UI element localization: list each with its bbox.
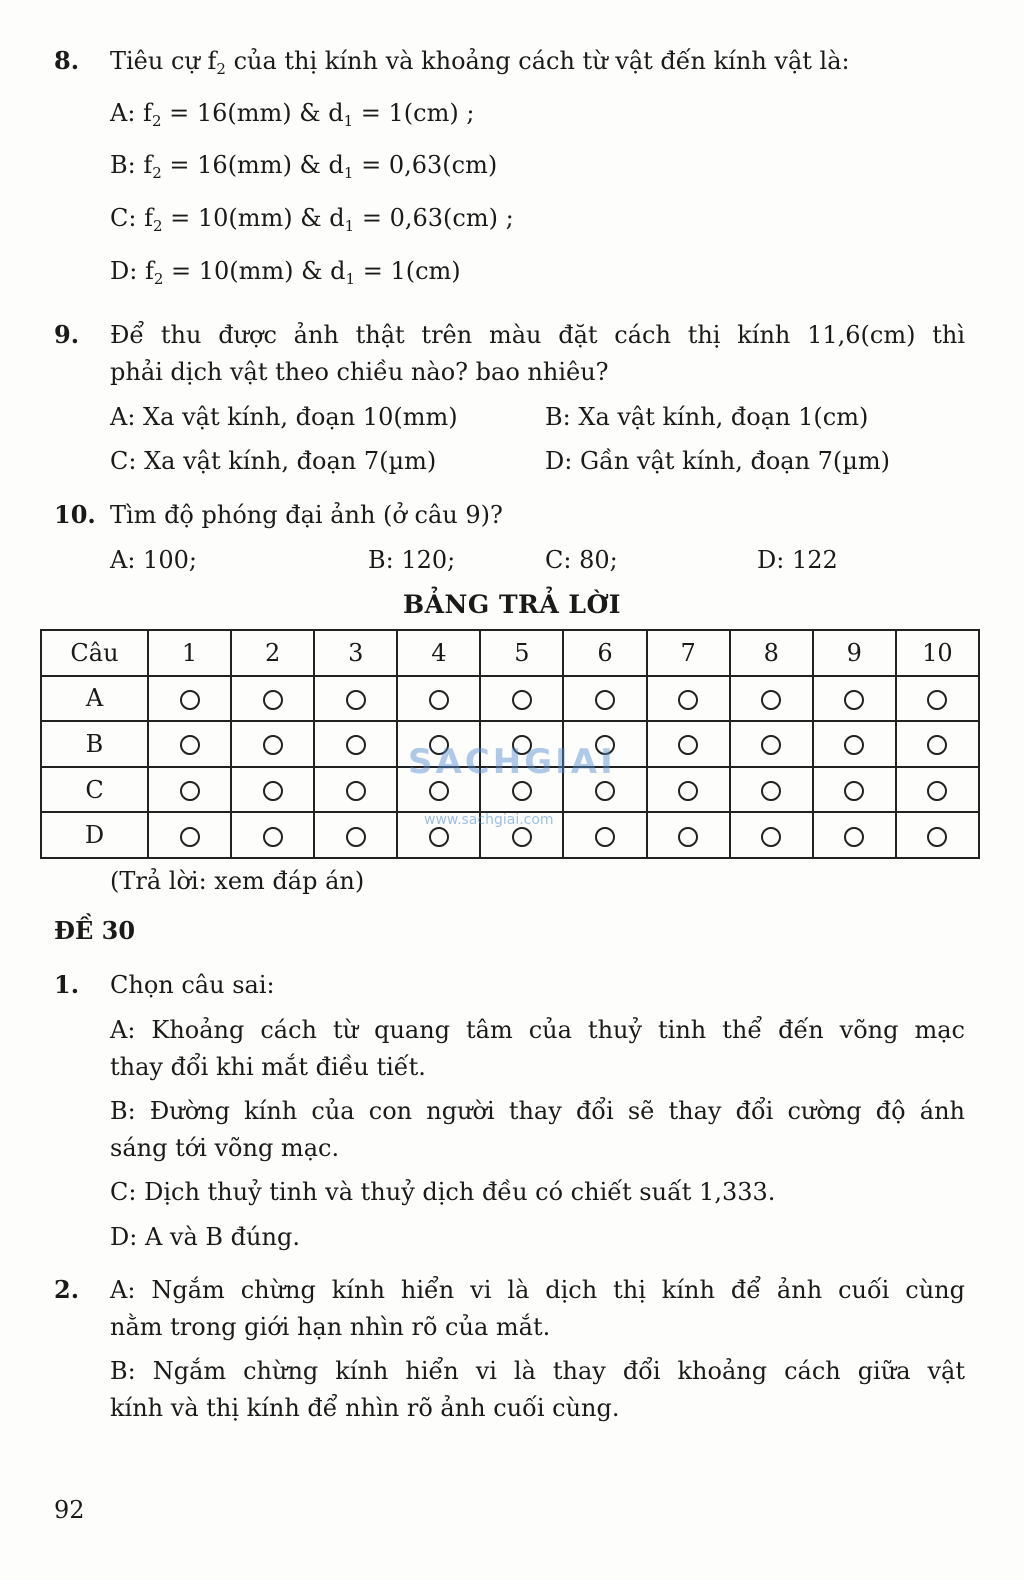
- question-10-number: 10.: [54, 500, 96, 529]
- q8-a-sub: 2: [151, 112, 162, 130]
- q8-a-part: = 16(mm) & d: [161, 99, 344, 127]
- q8-d-part: = 1(cm): [355, 257, 461, 285]
- answer-bubble-cell[interactable]: [231, 676, 314, 722]
- watermark-url: www.sachgiai.com: [424, 812, 554, 828]
- answer-bubble[interactable]: [678, 781, 698, 801]
- answer-bubble-cell[interactable]: [314, 812, 397, 858]
- answer-row-a: [41, 676, 979, 722]
- answer-bubble-cell[interactable]: [813, 767, 896, 813]
- answer-bubble-cell[interactable]: [314, 676, 397, 722]
- answer-bubble[interactable]: [263, 827, 283, 847]
- q9-option-c: C: Xa vật kính, đoạn 7(µm): [110, 447, 437, 475]
- de30-question-2-number: 2.: [54, 1275, 80, 1304]
- answer-bubble-cell[interactable]: [647, 676, 730, 722]
- answer-bubble[interactable]: [678, 735, 698, 755]
- q8-option-d: [110, 256, 461, 286]
- question-10-stem: Tìm độ phóng đại ảnh (ở câu 9)?: [110, 501, 503, 529]
- q8-stem-text: Tiêu cự f: [110, 47, 217, 75]
- answer-bubble-cell[interactable]: [896, 676, 979, 722]
- answer-bubble[interactable]: [595, 781, 615, 801]
- answer-bubble[interactable]: [263, 735, 283, 755]
- answer-bubble[interactable]: [761, 690, 781, 710]
- q10-option-a: A: 100;: [110, 546, 197, 574]
- page-number: 92: [54, 1496, 85, 1524]
- table-col-header: 4: [397, 630, 480, 676]
- table-col-header: 8: [730, 630, 813, 676]
- answer-bubble[interactable]: [263, 690, 283, 710]
- q10-option-c: C: 80;: [545, 546, 618, 574]
- de30-q2-option-a-line-2: nằm trong giới hạn nhìn rõ của mắt.: [110, 1313, 551, 1341]
- answer-bubble[interactable]: [512, 781, 532, 801]
- q8-c-sub: 1: [344, 217, 355, 235]
- q8-option-c: [110, 203, 514, 233]
- q8-option-b: [110, 150, 497, 180]
- answer-bubble-cell[interactable]: [647, 767, 730, 813]
- answer-bubble[interactable]: [180, 735, 200, 755]
- answer-bubble[interactable]: [678, 690, 698, 710]
- answer-bubble-cell[interactable]: [896, 812, 979, 858]
- q8-a-part: A: f: [110, 99, 152, 127]
- answer-bubble[interactable]: [678, 827, 698, 847]
- answer-bubble[interactable]: [844, 827, 864, 847]
- answer-bubble[interactable]: [927, 690, 947, 710]
- answer-bubble-cell[interactable]: [647, 721, 730, 767]
- answer-bubble[interactable]: [844, 735, 864, 755]
- answer-bubble[interactable]: [595, 690, 615, 710]
- answer-bubble[interactable]: [844, 690, 864, 710]
- de30-q1-option-b-line-2: sáng tới võng mạc.: [110, 1134, 340, 1162]
- answer-bubble-cell[interactable]: [813, 721, 896, 767]
- row-label: B: [41, 721, 148, 767]
- answer-bubble-cell[interactable]: [480, 676, 563, 722]
- answer-bubble-cell[interactable]: [231, 767, 314, 813]
- de30-q1-option-a-line-1: A: Khoảng cách từ quang tâm của thuỷ tinh thể đến võng mạc: [110, 1016, 965, 1044]
- row-label: C: [41, 767, 148, 813]
- answer-bubble-cell[interactable]: [148, 767, 231, 813]
- answer-bubble[interactable]: [180, 690, 200, 710]
- q8-b-part: = 16(mm) & d: [161, 151, 344, 179]
- answer-bubble[interactable]: [429, 781, 449, 801]
- de30-question-1-number: 1.: [54, 970, 80, 999]
- table-col-header: 9: [813, 630, 896, 676]
- table-col-header: 7: [647, 630, 730, 676]
- q10-option-b: B: 120;: [368, 546, 456, 574]
- de30-q1-option-a-line-2: thay đổi khi mắt điều tiết.: [110, 1053, 426, 1081]
- answer-bubble[interactable]: [761, 827, 781, 847]
- question-8-stem: [110, 46, 850, 76]
- answer-bubble-cell[interactable]: [730, 812, 813, 858]
- q8-stem-rest: của thị kính và khoảng cách từ vật đến kính vật là:: [225, 47, 850, 75]
- answer-bubble[interactable]: [346, 735, 366, 755]
- q9-option-b: B: Xa vật kính, đoạn 1(cm): [545, 403, 869, 431]
- table-header-label: Câu: [41, 630, 148, 676]
- answer-bubble-cell[interactable]: [563, 676, 646, 722]
- row-label: A: [41, 676, 148, 722]
- answer-bubble[interactable]: [180, 781, 200, 801]
- q8-a-part: = 1(cm) ;: [353, 99, 475, 127]
- q8-b-part: = 0,63(cm): [353, 151, 498, 179]
- answer-bubble-cell[interactable]: [314, 767, 397, 813]
- answer-bubble[interactable]: [263, 781, 283, 801]
- answer-bubble[interactable]: [512, 690, 532, 710]
- answer-bubble-cell[interactable]: [730, 721, 813, 767]
- question-8-number: 8.: [54, 46, 80, 75]
- answer-bubble[interactable]: [346, 690, 366, 710]
- q10-option-d: D: 122: [757, 546, 838, 574]
- table-col-header: 2: [231, 630, 314, 676]
- answer-bubble-cell[interactable]: [231, 812, 314, 858]
- q8-b-part: B: f: [110, 151, 153, 179]
- section-title-de-30: ĐỀ 30: [54, 916, 136, 945]
- de30-q2-option-b-line-2: kính và thị kính để nhìn rõ ảnh cuối cùng.: [110, 1394, 620, 1422]
- answer-bubble[interactable]: [927, 735, 947, 755]
- answer-bubble[interactable]: [595, 827, 615, 847]
- answer-bubble-cell[interactable]: [896, 767, 979, 813]
- answer-bubble[interactable]: [844, 781, 864, 801]
- q8-d-sub: 2: [153, 270, 164, 288]
- question-9-number: 9.: [54, 320, 80, 349]
- de30-q1-option-d: D: A và B đúng.: [110, 1223, 300, 1251]
- de30-q1-option-c: C: Dịch thuỷ tinh và thuỷ dịch đều có chiết suất 1,333.: [110, 1178, 776, 1206]
- q8-c-part: = 10(mm) & d: [162, 204, 345, 232]
- question-9-line-1: Để thu được ảnh thật trên màu đặt cách thị kính 11,6(cm) thì: [110, 321, 965, 349]
- answer-bubble-cell[interactable]: [730, 767, 813, 813]
- answer-bubble-cell[interactable]: [397, 676, 480, 722]
- answer-bubble-cell[interactable]: [813, 676, 896, 722]
- answer-bubble[interactable]: [346, 827, 366, 847]
- answer-bubble-cell[interactable]: [148, 676, 231, 722]
- q9-option-a: A: Xa vật kính, đoạn 10(mm): [110, 403, 458, 431]
- q9-option-d: D: Gần vật kính, đoạn 7(µm): [545, 447, 891, 475]
- answer-bubble-cell[interactable]: [148, 812, 231, 858]
- q8-b-sub: 2: [152, 164, 162, 182]
- q8-c-part: C: f: [110, 204, 153, 232]
- answer-bubble-cell[interactable]: [647, 812, 730, 858]
- answer-bubble-cell[interactable]: [813, 812, 896, 858]
- answer-table-header-row: [41, 630, 979, 676]
- q8-option-a: [110, 98, 474, 128]
- table-col-header: 5: [480, 630, 563, 676]
- answer-bubble[interactable]: [429, 690, 449, 710]
- answer-bubble[interactable]: [180, 827, 200, 847]
- answer-bubble-cell[interactable]: [148, 721, 231, 767]
- q8-c-sub: 2: [152, 217, 163, 235]
- answer-bubble[interactable]: [761, 735, 781, 755]
- answer-bubble[interactable]: [429, 827, 449, 847]
- row-label: D: [41, 812, 148, 858]
- answer-bubble[interactable]: [346, 781, 366, 801]
- de30-q1-option-b-line-1: B: Đường kính của con người thay đổi sẽ thay đổi cường độ ánh: [110, 1097, 965, 1125]
- table-col-header: 3: [314, 630, 397, 676]
- answer-bubble-cell[interactable]: [563, 812, 646, 858]
- answer-bubble[interactable]: [512, 827, 532, 847]
- answer-bubble-cell[interactable]: [314, 721, 397, 767]
- q8-d-part: D: f: [110, 257, 154, 285]
- q8-stem-subscript: 2: [216, 60, 226, 78]
- de30-q2-option-a-line-1: A: Ngắm chừng kính hiển vi là dịch thị kính để ảnh cuối cùng: [110, 1276, 965, 1304]
- table-col-header: 6: [563, 630, 646, 676]
- answer-bubble-cell[interactable]: [730, 676, 813, 722]
- answer-bubble-cell[interactable]: [231, 721, 314, 767]
- answer-bubble[interactable]: [927, 781, 947, 801]
- q8-c-part: = 0,63(cm) ;: [354, 204, 514, 232]
- table-col-header: 1: [148, 630, 231, 676]
- table-col-header: 10: [896, 630, 979, 676]
- watermark-logo: SACHGIAI: [408, 742, 616, 782]
- answer-bubble[interactable]: [761, 781, 781, 801]
- q8-b-sub: 1: [343, 164, 354, 182]
- answer-table-title: BẢNG TRẢ LỜI: [403, 590, 621, 619]
- q8-d-sub: 1: [345, 270, 356, 288]
- q8-a-sub: 1: [343, 112, 354, 130]
- answer-bubble[interactable]: [927, 827, 947, 847]
- question-9-line-2: phải dịch vật theo chiều nào? bao nhiêu?: [110, 358, 609, 386]
- answer-note: (Trả lời: xem đáp án): [110, 867, 365, 895]
- de30-question-1-stem: Chọn câu sai:: [110, 971, 275, 999]
- q8-d-part: = 10(mm) & d: [163, 257, 346, 285]
- de30-q2-option-b-line-1: B: Ngắm chừng kính hiển vi là thay đổi khoảng cách giữa vật: [110, 1357, 965, 1385]
- answer-bubble-cell[interactable]: [896, 721, 979, 767]
